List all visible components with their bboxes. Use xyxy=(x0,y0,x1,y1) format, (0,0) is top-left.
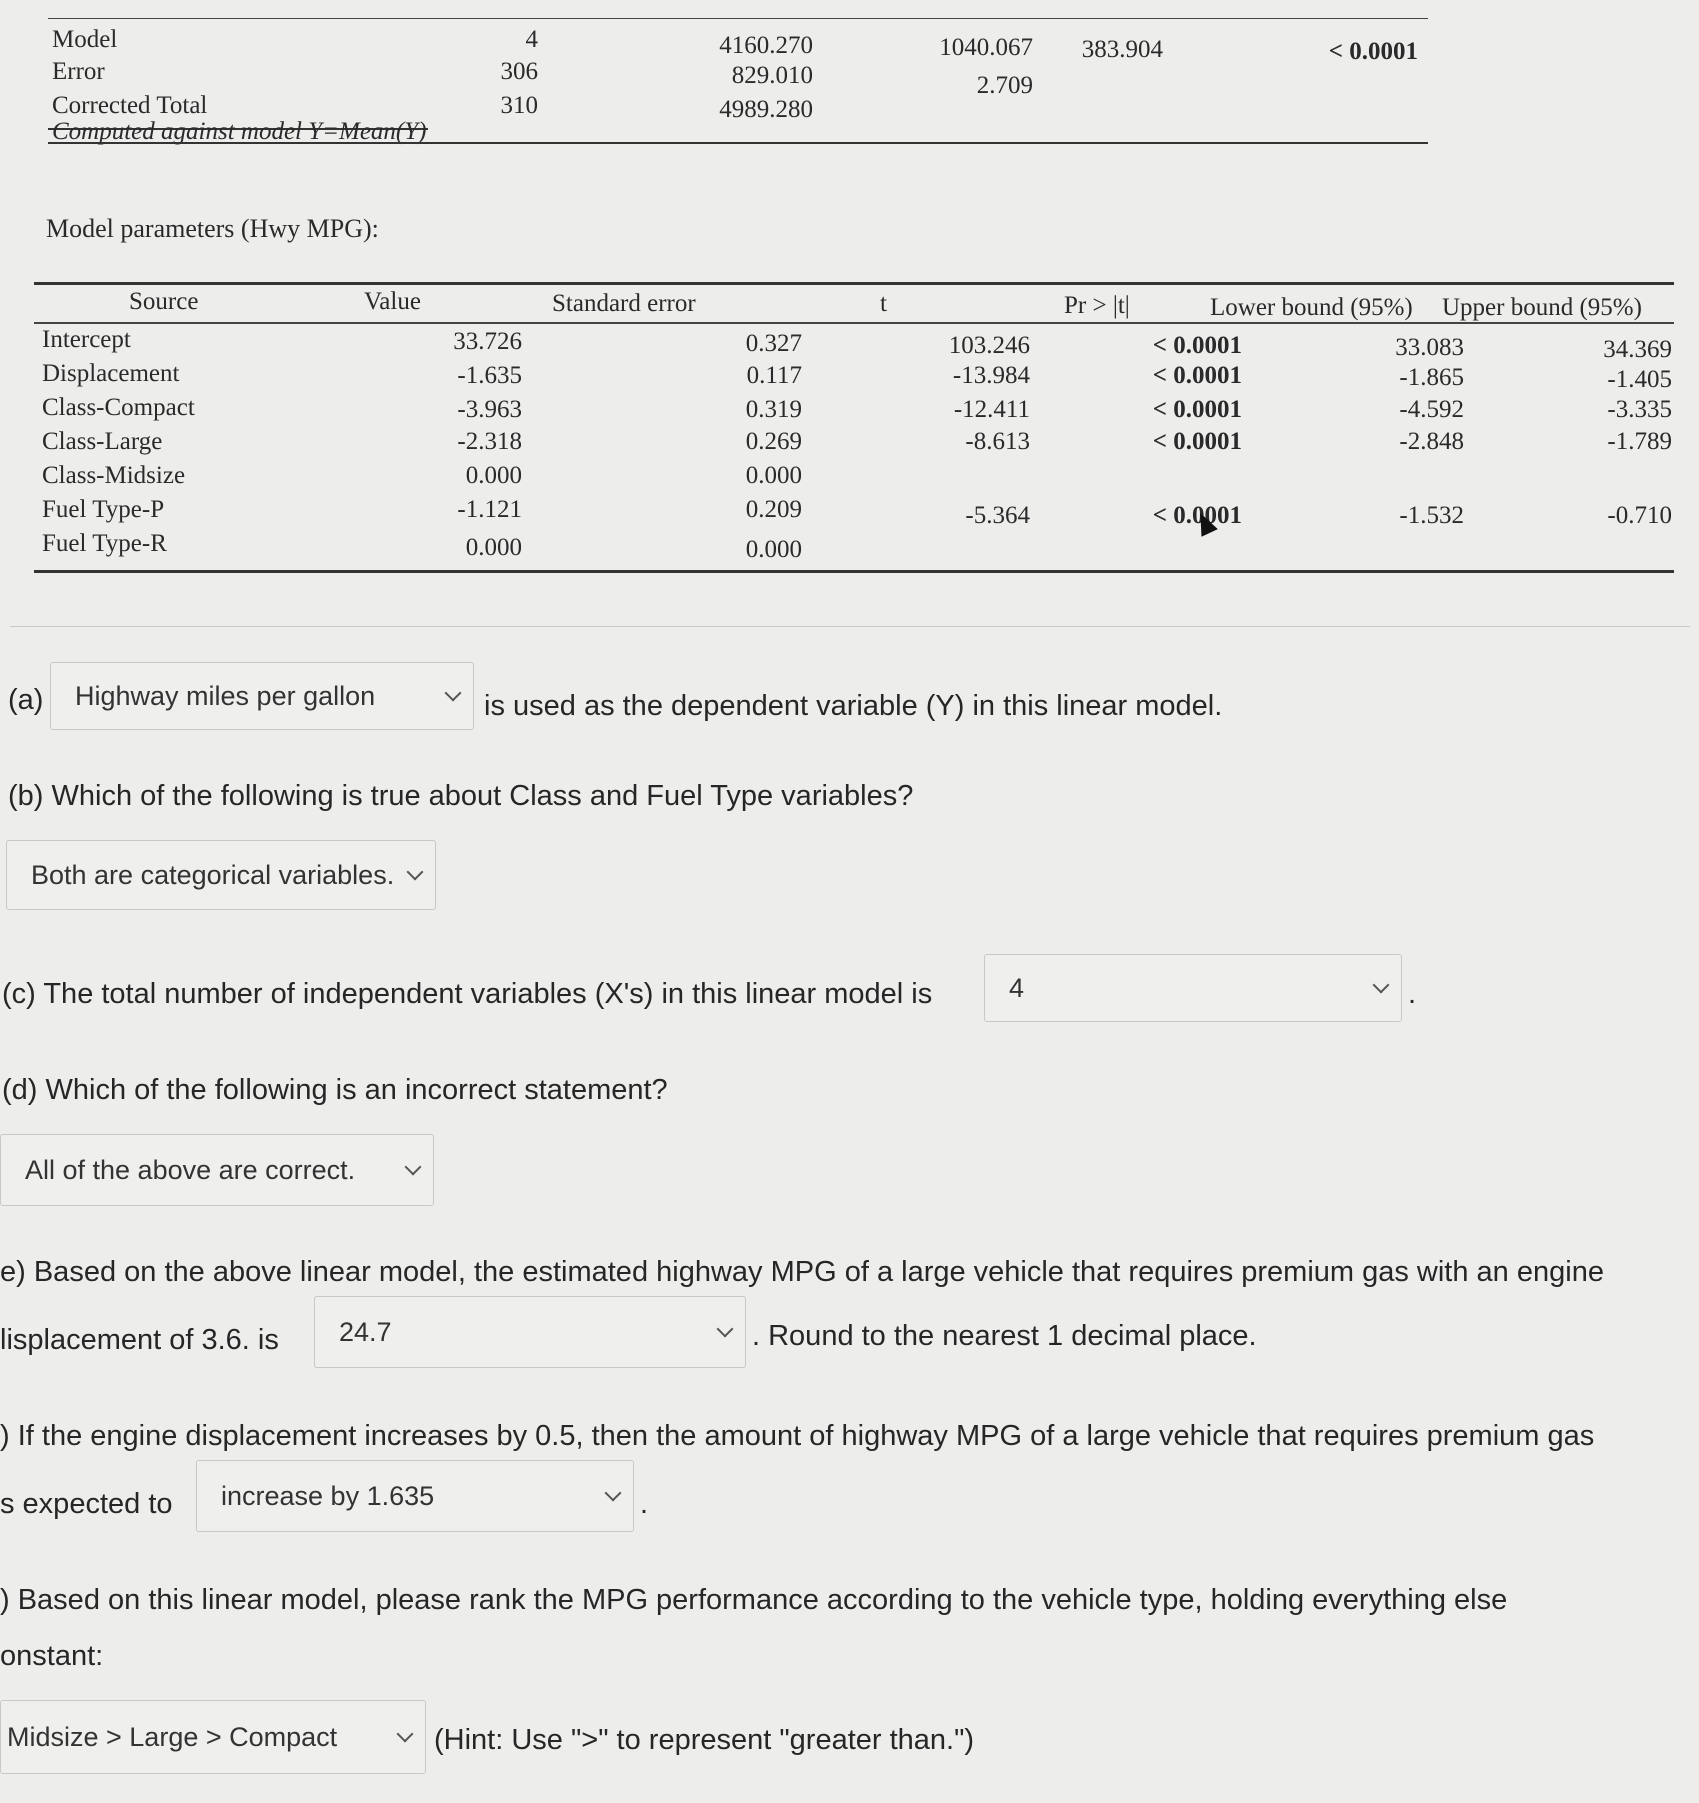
cell-t: -13.984 xyxy=(952,362,1030,389)
select-value: Midsize > Large > Compact xyxy=(7,1721,338,1752)
cell-df: 306 xyxy=(500,58,538,85)
cell-ss: 4989.280 xyxy=(719,96,813,123)
question-a-suffix: is used as the dependent variable (Y) in this linear model. xyxy=(484,690,1223,722)
table-row xyxy=(34,326,1674,363)
question-g-line1: ) Based on this linear model, please rank the MPG performance according to the vehicle type, holding everything else xyxy=(0,1584,1508,1616)
cell-upper: -1.405 xyxy=(1607,366,1672,393)
cell-p: < 0.0001 xyxy=(1152,502,1242,529)
question-f-suffix: . xyxy=(640,1488,649,1520)
cell-value: -1.121 xyxy=(457,496,522,523)
cell-value: -2.318 xyxy=(457,428,522,455)
cell-source: Fuel Type-R xyxy=(42,530,167,557)
chevron-down-icon xyxy=(717,1321,734,1338)
cell-lower: 33.083 xyxy=(1395,334,1464,361)
question-g-line2: onstant: xyxy=(0,1640,104,1672)
table-row xyxy=(48,26,1428,65)
question-d-text: (d) Which of the following is an incorrect statement? xyxy=(2,1074,668,1106)
cell-source: Fuel Type-P xyxy=(42,496,165,523)
cell-ss: 4160.270 xyxy=(719,32,813,59)
cell-lower: -1.865 xyxy=(1399,364,1464,391)
cell-source: Class-Compact xyxy=(42,394,195,421)
cell-source: Model xyxy=(52,26,118,53)
select-value: All of the above are correct. xyxy=(25,1154,356,1185)
question-b-text: (b) Which of the following is true about Class and Fuel Type variables? xyxy=(8,780,914,812)
cell-upper: -1.789 xyxy=(1607,428,1672,455)
cell-se: 0.319 xyxy=(745,396,802,423)
cell-p: < 0.0001 xyxy=(1152,396,1242,423)
select-value: 4 xyxy=(1009,972,1025,1003)
table-row xyxy=(34,360,1674,394)
cell-value: 0.000 xyxy=(465,534,522,561)
cell-value: -1.635 xyxy=(457,362,522,389)
cell-source: Corrected Total xyxy=(52,92,208,119)
table-row xyxy=(34,496,1674,530)
question-e-suffix: . Round to the nearest 1 decimal place. xyxy=(752,1320,1257,1352)
cell-value: 0.000 xyxy=(465,462,522,489)
cell-value: -3.963 xyxy=(457,396,522,423)
cell-se: 0.209 xyxy=(745,496,802,523)
cell-lower: -4.592 xyxy=(1399,396,1464,423)
cell-se: 0.327 xyxy=(745,330,802,357)
params-title: Model parameters (Hwy MPG): xyxy=(46,214,379,243)
cell-ms: 2.709 xyxy=(976,72,1033,99)
question-e-line2: lisplacement of 3.6. is xyxy=(0,1324,279,1356)
header-upper: Upper bound (95%) xyxy=(1442,294,1642,321)
cell-upper: -3.335 xyxy=(1607,396,1672,423)
params-table xyxy=(34,280,1674,580)
select-value: increase by 1.635 xyxy=(221,1480,435,1511)
cell-p: < 0.0001 xyxy=(1152,362,1242,389)
chevron-down-icon xyxy=(1373,977,1390,994)
cell-t: -8.613 xyxy=(965,428,1030,455)
incorrect-statement-select[interactable] xyxy=(0,1134,434,1206)
mpg-rank-select[interactable] xyxy=(0,1700,426,1774)
question-f-line2: s expected to xyxy=(0,1488,173,1520)
cell-upper: -0.710 xyxy=(1607,502,1672,529)
chevron-down-icon xyxy=(407,864,424,881)
estimated-mpg-select[interactable] xyxy=(314,1296,746,1368)
chevron-down-icon xyxy=(445,685,462,702)
table-row xyxy=(34,530,1674,564)
cell-df: 310 xyxy=(500,92,538,119)
select-value: 24.7 xyxy=(339,1316,392,1347)
select-value: Highway miles per gallon xyxy=(75,680,376,711)
dependent-variable-select[interactable] xyxy=(50,662,474,730)
anova-note: Computed against model Y=Mean(Y) xyxy=(52,118,427,145)
question-g-hint: (Hint: Use ">" to represent "greater than.") xyxy=(434,1724,975,1756)
cell-lower: -1.532 xyxy=(1399,502,1464,529)
cell-p: < 0.0001 xyxy=(1328,38,1418,65)
independent-count-select[interactable] xyxy=(984,954,1402,1022)
header-se: Standard error xyxy=(552,290,696,317)
question-e-line1: e) Based on the above linear model, the estimated highway MPG of a large vehicle that requires premium gas with an engine xyxy=(0,1256,1604,1288)
question-c-text: (c) The total number of independent variables (X's) in this linear model is xyxy=(2,978,933,1010)
chevron-down-icon xyxy=(405,1159,422,1176)
cell-se: 0.269 xyxy=(745,428,802,455)
table-row xyxy=(34,462,1674,496)
cell-lower: -2.848 xyxy=(1399,428,1464,455)
cell-source: Error xyxy=(52,58,105,85)
cell-source: Displacement xyxy=(42,360,180,387)
cell-t: -5.364 xyxy=(965,502,1030,529)
cell-f: 383.904 xyxy=(1081,36,1163,63)
cell-ms: 1040.067 xyxy=(939,34,1033,61)
cell-value: 33.726 xyxy=(453,328,522,355)
table-rule xyxy=(34,322,1674,324)
table-row xyxy=(48,58,1428,99)
header-p: Pr > |t| xyxy=(1064,292,1130,319)
table-rule xyxy=(34,570,1674,573)
cell-se: 0.000 xyxy=(745,536,802,563)
header-lower: Lower bound (95%) xyxy=(1210,294,1413,321)
table-header xyxy=(34,288,1674,322)
cell-source: Class-Midsize xyxy=(42,462,186,489)
select-value: Both are categorical variables. xyxy=(31,859,395,890)
cell-df: 4 xyxy=(525,26,538,53)
table-rule xyxy=(34,282,1674,285)
cell-se: 0.000 xyxy=(745,462,802,489)
cell-p: < 0.0001 xyxy=(1152,332,1242,359)
table-row xyxy=(34,428,1674,462)
cell-t: 103.246 xyxy=(948,332,1030,359)
cell-se: 0.117 xyxy=(746,362,802,389)
header-t: t xyxy=(880,290,887,317)
table-rule xyxy=(48,142,1428,144)
header-source: Source xyxy=(129,288,199,315)
chevron-down-icon xyxy=(397,1726,414,1743)
variable-type-select[interactable] xyxy=(6,840,436,910)
cell-upper: 34.369 xyxy=(1603,336,1672,363)
question-a-prefix: (a) xyxy=(8,684,44,716)
cell-p: < 0.0001 xyxy=(1152,428,1242,455)
anova-table xyxy=(48,18,1428,148)
question-c-suffix: . xyxy=(1408,978,1417,1010)
table-row xyxy=(34,394,1674,428)
question-f-line1: ) If the engine displacement increases by 0.5, then the amount of highway MPG of a large vehicle that requires premium gas xyxy=(0,1420,1595,1452)
mpg-change-select[interactable] xyxy=(196,1460,634,1532)
table-rule xyxy=(48,18,1428,19)
divider xyxy=(10,626,1690,627)
cell-source: Intercept xyxy=(42,326,131,353)
cell-source: Class-Large xyxy=(42,428,163,455)
header-value: Value xyxy=(364,288,421,315)
cell-t: -12.411 xyxy=(953,396,1030,423)
chevron-down-icon xyxy=(605,1485,622,1502)
cell-ss: 829.010 xyxy=(731,62,813,89)
